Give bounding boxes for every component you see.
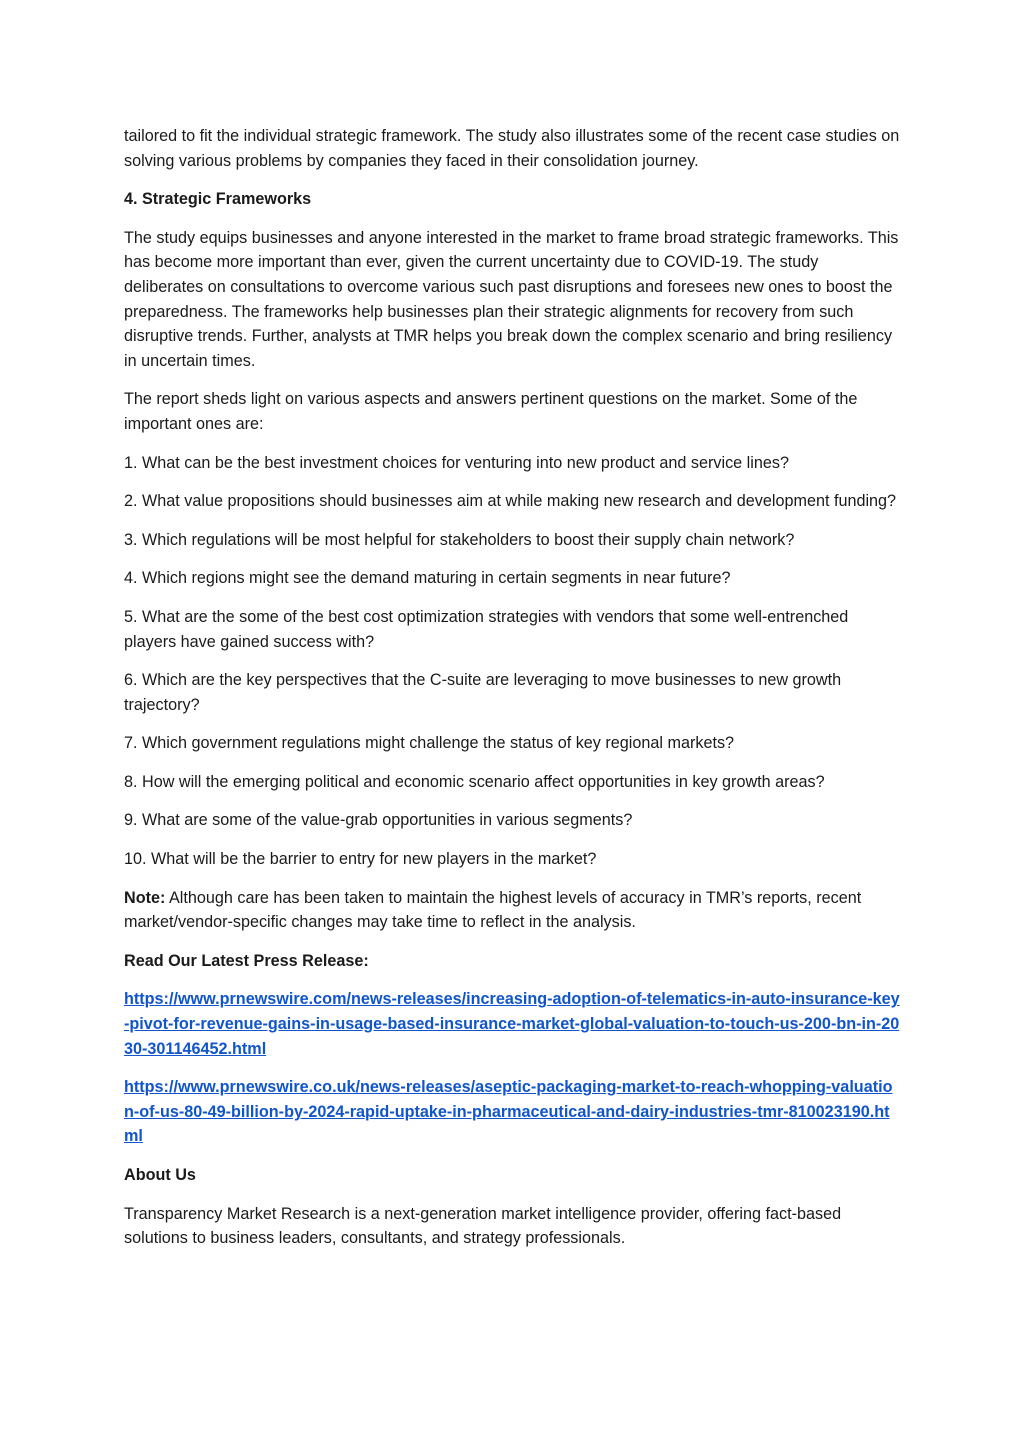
note-paragraph [124,886,900,935]
note-text: Although care has been taken to maintain the highest levels of accuracy in TMR’s reports, recent market/vendor-specific changes may take time to reflect in the analysis. [124,888,862,932]
strategic-frameworks-paragraph: The study equips businesses and anyone interested in the market to frame broad strategic frameworks. This has become more important than ever, given the current uncertainty due to COVID-19. The study deliberates on consultations to overcome various such past disruptions and foresees new ones to boost the preparedness. The frameworks help businesses plan their strategic alignments for recovery from such disruptive trends. Further, analysts at TMR helps you break down the complex scenario and bring resiliency in uncertain times. [124,228,899,370]
question-item-3: 3. Which regulations will be most helpful for stakeholders to boost their supply chain network? [124,530,795,549]
question-item-2: 2. What value propositions should businesses aim at while making new research and development funding? [124,492,897,511]
question-item-7: 7. Which government regulations might challenge the status of key regional markets? [124,734,735,753]
question-item-6: 6. Which are the key perspectives that the C-suite are leveraging to move businesses to new growth trajectory? [124,671,842,714]
press-release-heading: Read Our Latest Press Release: [124,951,369,970]
press-release-link-2-paragraph [124,1075,900,1149]
intro-paragraph: tailored to fit the individual strategic framework. The study also illustrates some of the recent case studies on solving various problems by companies they faced in their consolidation journey. [124,127,900,170]
press-release-link-1[interactable]: https://www.prnewswire.com/news-releases/increasing-adoption-of-telematics-in-auto-insurance-key-pivot-for-revenue-gains-in-usage-based-insurance-market-global-valuation-to-touch-us-200-bn-in-2030-301146452.html [124,990,900,1058]
press-release-link-1-paragraph [124,987,900,1061]
about-us-heading: About Us [124,1166,196,1184]
document-page [124,124,900,1265]
section-heading-strategic-frameworks: 4. Strategic Frameworks [124,190,312,209]
press-release-link-2[interactable]: https://www.prnewswire.co.uk/news-releases/aseptic-packaging-market-to-reach-whopping-valuation-of-us-80-49-billion-by-2024-rapid-uptake-in-pharmaceutical-and-dairy-industries-tmr-810023190.html [124,1078,893,1146]
question-item-9: 9. What are some of the value-grab opportunities in various segments? [124,811,633,830]
question-item-8: 8. How will the emerging political and economic scenario affect opportunities in key growth areas? [124,772,825,791]
question-item-10: 10. What will be the barrier to entry for new players in the market? [124,850,597,869]
question-item-1: 1. What can be the best investment choices for venturing into new product and service lines? [124,453,789,472]
question-item-4: 4. Which regions might see the demand maturing in certain segments in near future? [124,569,731,588]
questions-intro-paragraph: The report sheds light on various aspects and answers pertinent questions on the market. Some of the important ones are: [124,390,858,433]
question-item-5: 5. What are the some of the best cost optimization strategies with vendors that some well-entrenched players have gained success with? [124,607,849,651]
about-us-paragraph: Transparency Market Research is a next-generation market intelligence provider, offering fact-based solutions to business leaders, consultants, and strategy professionals. [124,1204,842,1248]
note-label: Note: [124,888,166,907]
